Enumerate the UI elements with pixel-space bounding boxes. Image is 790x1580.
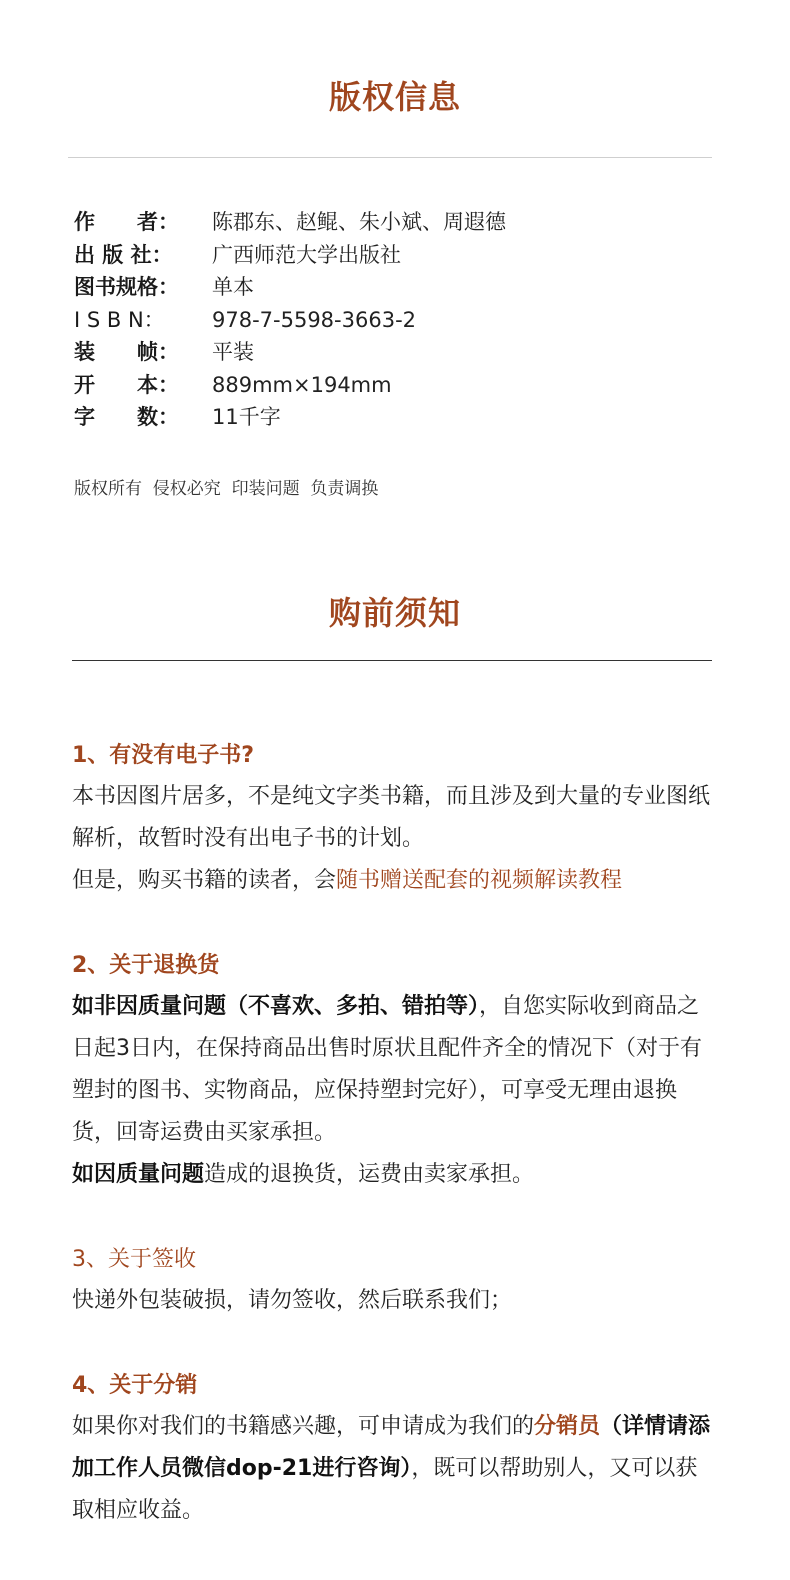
notice-section-signing [72,1240,718,1322]
bold-text: 如因质量问题 [72,1162,205,1187]
info-value: 平装 [212,340,254,364]
info-row-wordcount [74,401,506,434]
info-label: 开 本： [74,372,179,397]
section-paragraph [72,1154,718,1196]
info-label: 装 帧： [74,340,179,364]
book-info-list [74,206,506,434]
info-value: 单本 [212,275,254,299]
bold-text: （详情请添加工作人员微信dop-21进行咨询） [72,1414,711,1481]
section-heading: 4、关于分销 [72,1373,198,1398]
section-paragraph [72,860,718,902]
section-heading: 2、关于退换货 [72,953,220,978]
info-label: 作 者： [74,210,179,234]
bold-text: 如非因质量问题（不喜欢、多拍、错拍等） [72,994,480,1019]
highlight-text: 随书赠送配套的视频解读教程 [336,868,623,893]
notice-divider [72,660,712,661]
copyright-title: 版权信息 [328,78,461,116]
section-paragraph: 快递外包装破损，请勿签收，然后联系我们； [72,1288,513,1313]
section-paragraph: 本书因图片居多，不是纯文字类书籍，而且涉及到大量的专业图纸解析，故暂时没有出电子书的计划。 [72,784,711,851]
copyright-divider [68,157,712,158]
section-heading: 1、有没有电子书? [72,743,255,768]
info-value: 978-7-5598-3663-2 [212,307,417,332]
notice-section-ebook [72,736,718,902]
text: ，自您实际收到商品之日起3日内，在保持商品出售时原状且配件齐全的情况下（对于有塑封的图书、实物商品，应保持塑封完好），可享受无理由退换货，回寄运费由买家承担。 [72,994,702,1145]
notice-section-distribution [72,1366,718,1532]
text: 如果你对我们的书籍感兴趣，可申请成为我们的 [72,1414,535,1439]
text: 但是，购买书籍的读者，会 [72,868,337,893]
text: ，既可以帮助别人，又可以获取相应收益。 [72,1456,698,1523]
info-value: 11千字 [212,405,281,429]
section-paragraph [72,1406,718,1532]
info-value: 889mm×194mm [212,372,392,397]
notice-title: 购前须知 [328,594,461,632]
info-value: 陈郡东、赵鲲、朱小斌、周遐德 [212,210,506,234]
highlight-text: 分销员 [534,1414,601,1439]
text: 造成的退换货，运费由卖家承担。 [204,1162,535,1187]
info-row-spec [74,271,506,304]
info-row-format [74,369,506,402]
info-label: 出 版 社： [74,242,173,267]
info-label: 字 数： [74,405,179,429]
info-value: 广西师范大学出版社 [212,242,401,267]
info-row-publisher [74,239,506,272]
section-heading: 3、关于签收 [72,1247,196,1272]
info-label: I S B N： [74,307,165,332]
info-row-binding [74,336,506,369]
notice-section-returns [72,946,718,1196]
rights-notice: 版权所有 侵权必究 印装问题 负责调换 [74,479,379,499]
section-paragraph [72,986,718,1154]
info-row-author [74,206,506,239]
info-row-isbn [74,304,506,337]
info-label: 图书规格： [74,275,179,299]
